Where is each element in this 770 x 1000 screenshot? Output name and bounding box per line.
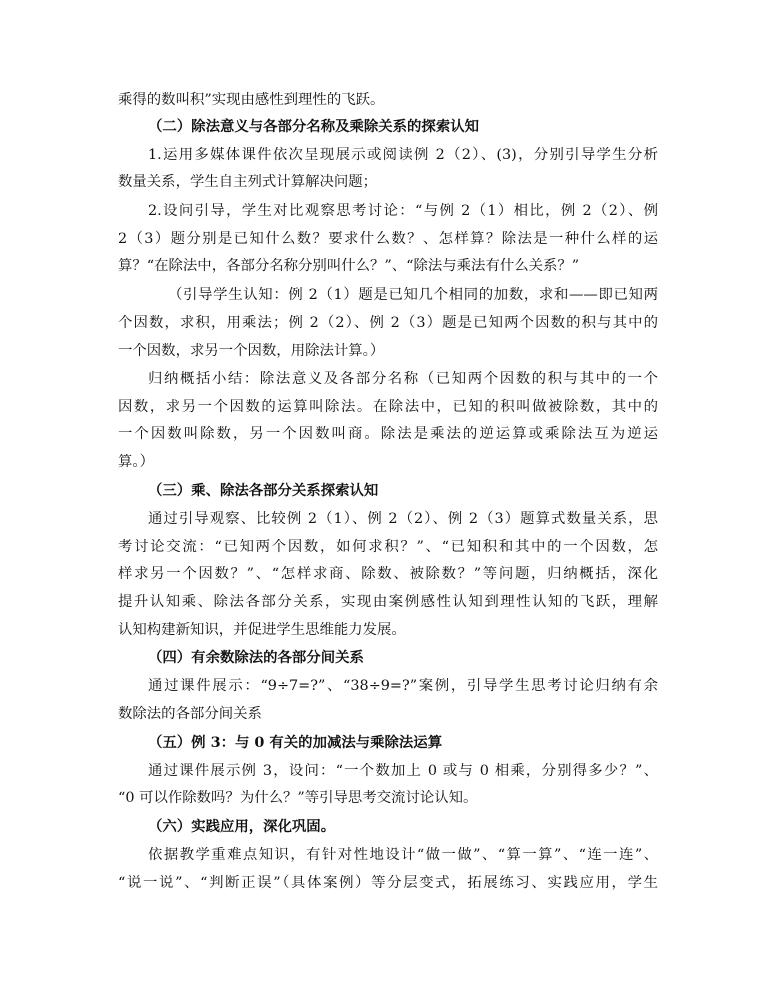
paragraph-line: 2（3）题分别是已知什么数？要求什么数？、怎样算？除法是一种什么样的运 <box>118 231 658 247</box>
paragraph-line: 1.运用多媒体课件依次呈现展示或阅读例 2（2）、(3)，分别引导学生分析 <box>148 147 658 163</box>
section-heading: （二）除法意义与各部分名称及乘除关系的探索认知 <box>148 118 479 135</box>
paragraph-line: 个因数，求积，用乘法；例 2（2）、例 2（3）题是已知两个因数的积与其中的 <box>118 315 658 331</box>
paragraph-line: 一个因数，求另一个因数，用除法计算。） <box>118 343 385 359</box>
paragraph-line: 数量关系，学生自主列式计算解决问题； <box>118 174 378 190</box>
paragraph-line: （引导学生认知：例 2（1）题是已知几个相同的加数，求和——即已知两 <box>168 287 658 303</box>
paragraph-line: 依据教学重难点知识，有针对性地设计“做一做”、“算一算”、“连一连”、 <box>148 847 658 863</box>
section-heading: （六）实践应用，深化巩固。 <box>148 818 336 835</box>
paragraph-line: 考讨论交流：“已知两个因数，如何求积？”、“已知积和其中的一个因数，怎 <box>118 539 658 555</box>
section-heading: （三）乘、除法各部分关系探索认知 <box>148 482 379 499</box>
paragraph-line: 通过引导观察、比较例 2（1）、例 2（2）、例 2（3）题算式数量关系，思 <box>148 511 658 527</box>
paragraph-line: 样求另一个因数？”、“怎样求商、除数、被除数？”等问题，归纳概括，深化 <box>118 566 658 582</box>
paragraph-line: 通过课件展示例 3，设问：“一个数加上 0 或与 0 相乘，分别得多少？”、 <box>148 763 658 779</box>
paragraph-line: 认知构建新知识，并促进学生思维能力发展。 <box>118 622 406 638</box>
paragraph-line: 算。） <box>118 454 154 470</box>
section-heading: （四）有余数除法的各部分间关系 <box>148 649 364 666</box>
paragraph-line: 2.设问引导，学生对比观察思考讨论：“与例 2（1）相比，例 2（2）、例 <box>148 203 658 219</box>
paragraph-line: 通过课件展示：“9÷7=?”、“38÷9=?”案例，引导学生思考讨论归纳有余 <box>148 678 658 694</box>
paragraph-line: 提升认知乘、除法各部分关系，实现由案例感性认知到理性认知的飞跃，理解 <box>118 594 658 610</box>
paragraph-line: 一个因数叫除数，另一个因数叫商。除法是乘法的逆运算或乘除法互为逆运 <box>118 426 658 442</box>
paragraph-line: 数除法的各部分间关系 <box>118 706 262 722</box>
paragraph-line: 乘得的数叫积”实现由感性到理性的飞跃。 <box>118 92 385 108</box>
paragraph-line: 归纳概括小结：除法意义及各部分名称（已知两个因数的积与其中的一个 <box>148 371 658 387</box>
paragraph-line: “说一说”、“判断正误”（具体案例）等分层变式，拓展练习、实践应用，学生 <box>118 875 658 891</box>
paragraph-line: 因数，求另一个因数的运算叫除法。在除法中，已知的积叫做被除数，其中的 <box>118 399 658 415</box>
paragraph-line: “0 可以作除数吗？为什么？”等引导思考交流讨论认知。 <box>118 790 478 806</box>
paragraph-line: 算？“在除法中，各部分名称分别叫什么？”、“除法与乘法有什么关系？” <box>118 258 580 274</box>
section-heading: （五）例 3：与 0 有关的加减法与乘除法运算 <box>148 734 443 751</box>
